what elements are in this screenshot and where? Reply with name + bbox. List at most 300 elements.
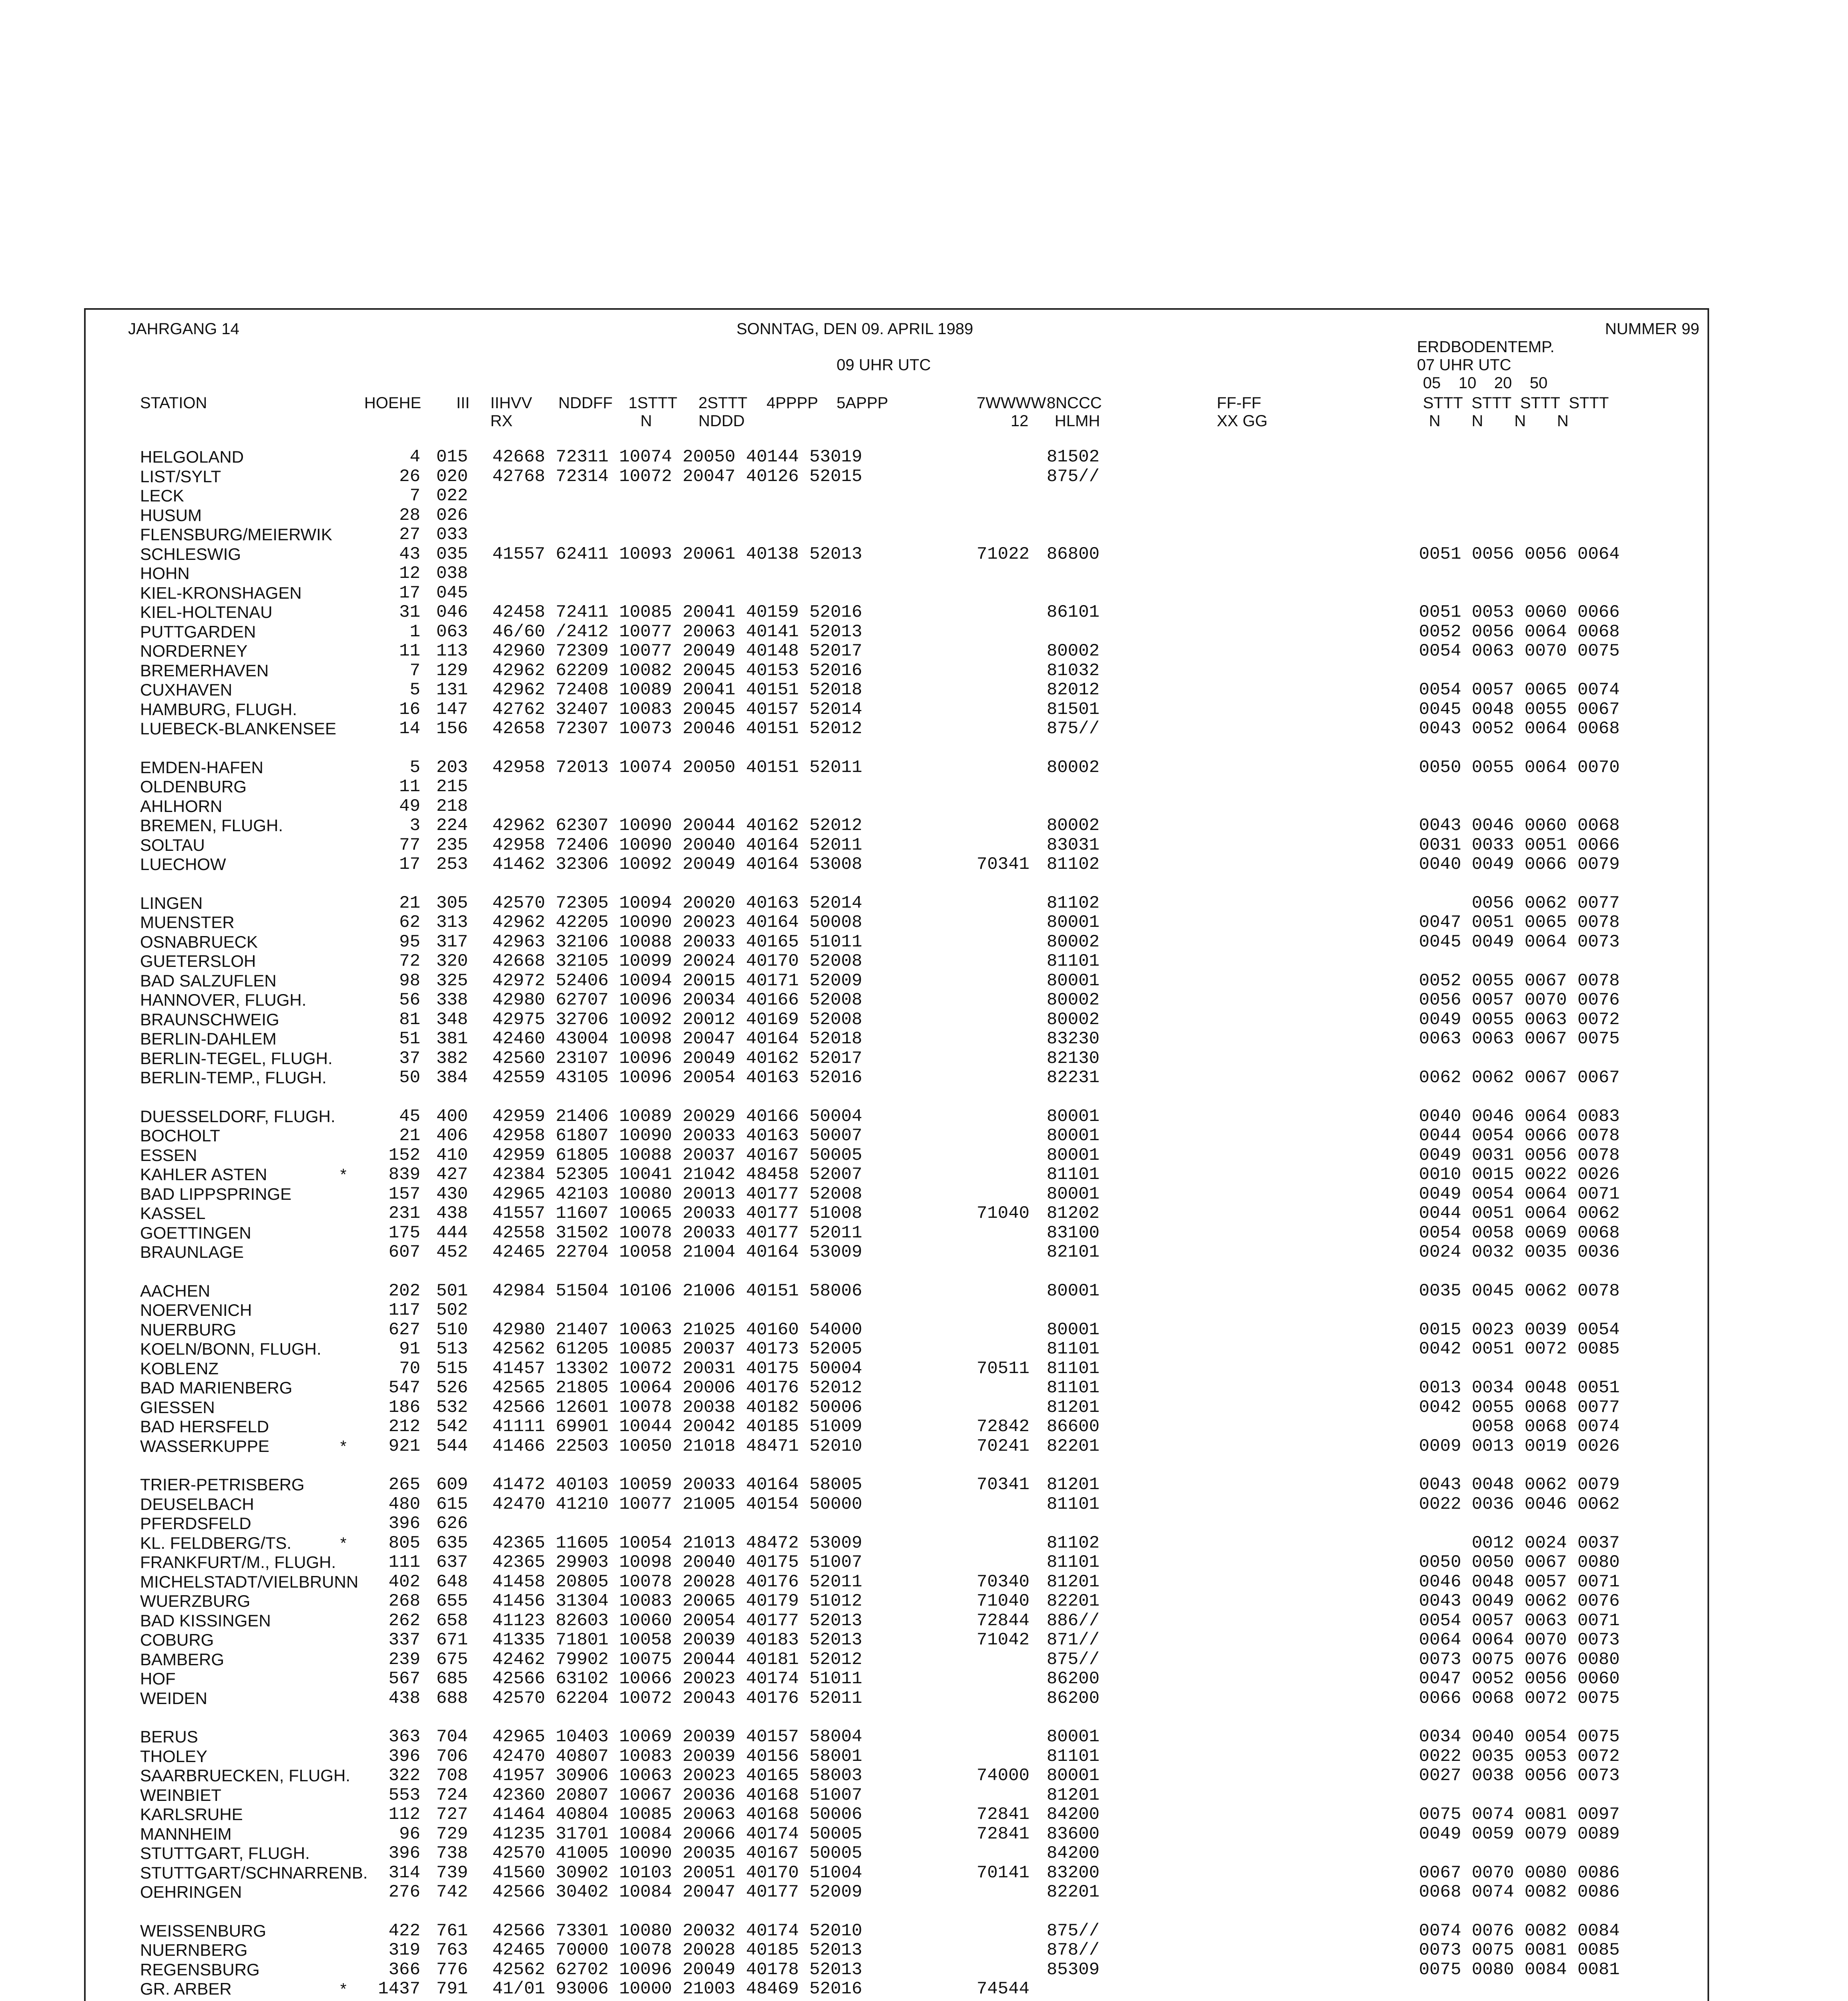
station-hoehe: 21	[399, 893, 420, 913]
station-hoehe: 322	[388, 1766, 420, 1786]
station-iii: 510	[436, 1320, 468, 1340]
group-8nccc: 80001	[1047, 1281, 1100, 1301]
station-iii: 501	[436, 1281, 468, 1301]
station-row	[0, 583, 1848, 603]
station-iii: 727	[436, 1805, 468, 1825]
col-8nccc: 8NCCC	[1047, 394, 1102, 412]
erdbodentemp-label: ERDBODENTEMP.	[1417, 338, 1555, 356]
group-8nccc: 82101	[1047, 1242, 1100, 1262]
group-8nccc: 81101	[1047, 1552, 1100, 1572]
station-hoehe: 49	[399, 796, 420, 816]
station-row	[0, 1281, 1848, 1301]
group-8nccc: 82231	[1047, 1068, 1100, 1088]
soil-temps: 0044 0054 0066 0078	[1419, 1126, 1620, 1146]
group-7wwww: 72844	[977, 1611, 1030, 1631]
station-row	[0, 1437, 1848, 1456]
soil-temps: 0051 0053 0060 0066	[1419, 602, 1620, 622]
station-iii: 033	[436, 525, 468, 545]
synop-groups: 42559 43105 10096 20054 40163 52016	[492, 1068, 863, 1088]
soil-temps: 0009 0013 0019 0026	[1419, 1436, 1620, 1456]
group-8nccc: 875//	[1047, 467, 1100, 487]
station-name: GR. ARBER	[140, 1979, 232, 1998]
station-name: LINGEN	[140, 894, 203, 912]
station-iii: 430	[436, 1184, 468, 1204]
soil-temps: 0064 0064 0070 0073	[1419, 1630, 1620, 1650]
report-number: NUMMER 99	[1605, 320, 1700, 338]
bergstation-marker: *	[340, 1534, 347, 1552]
soil-temps: 0042 0051 0072 0085	[1419, 1339, 1620, 1359]
station-iii: 776	[436, 1960, 468, 1980]
group-7wwww: 71040	[977, 1591, 1030, 1611]
synop-groups: 42962 62209 10082 20045 40153 52016	[492, 661, 863, 681]
synop-groups: 42462 79902 10075 20044 40181 52012	[492, 1650, 863, 1670]
col-n: N	[640, 412, 652, 430]
station-row	[0, 1049, 1848, 1068]
station-row	[0, 1243, 1848, 1262]
station-iii: 637	[436, 1552, 468, 1572]
station-name: KOBLENZ	[140, 1359, 219, 1378]
station-name: BOCHOLT	[140, 1126, 220, 1145]
station-row	[0, 486, 1848, 505]
station-row	[0, 913, 1848, 932]
group-8nccc: 84200	[1047, 1843, 1100, 1863]
station-row	[0, 797, 1848, 816]
station-iii: 215	[436, 777, 468, 797]
soil-temps: 0049 0055 0063 0072	[1419, 1010, 1620, 1030]
synop-groups: 42980 62707 10096 20034 40166 52008	[492, 990, 863, 1010]
soil-temps: 0046 0048 0057 0071	[1419, 1572, 1620, 1592]
group-8nccc: 81101	[1047, 1359, 1100, 1379]
station-hoehe: 51	[399, 1029, 420, 1049]
station-name: AACHEN	[140, 1281, 211, 1300]
soil-temps: 0045 0048 0055 0067	[1419, 700, 1620, 720]
station-name: NUERNBERG	[140, 1941, 248, 1959]
station-iii: 046	[436, 602, 468, 622]
station-iii: 648	[436, 1572, 468, 1592]
report-date: SONNTAG, DEN 09. APRIL 1989	[736, 320, 973, 338]
station-iii: 706	[436, 1746, 468, 1766]
station-iii: 020	[436, 467, 468, 487]
group-8nccc: 86200	[1047, 1669, 1100, 1689]
station-name: DEUSELBACH	[140, 1495, 254, 1514]
station-name: BERUS	[140, 1727, 198, 1746]
station-iii: 515	[436, 1359, 468, 1379]
station-iii: 410	[436, 1145, 468, 1165]
group-8nccc: 81101	[1047, 1494, 1100, 1514]
station-row	[0, 1611, 1848, 1630]
station-name: CUXHAVEN	[140, 680, 233, 699]
station-name: BREMEN, FLUGH.	[140, 816, 283, 835]
synop-groups: 42960 72309 10077 20049 40148 52017	[492, 641, 863, 661]
station-hoehe: 50	[399, 1068, 420, 1088]
station-name: BERLIN-DAHLEM	[140, 1029, 277, 1048]
soil-temps: 0044 0051 0064 0062	[1419, 1203, 1620, 1223]
station-name: BRAUNSCHWEIG	[140, 1010, 279, 1029]
station-hoehe: 319	[388, 1940, 420, 1960]
synop-groups: 42465 22704 10058 21004 40164 53009	[492, 1242, 863, 1262]
synop-groups: 42562 62702 10096 20049 40178 52013	[492, 1960, 863, 1980]
col-1sttt: 1STTT	[628, 394, 678, 412]
soil-temps: 0054 0057 0063 0071	[1419, 1611, 1620, 1631]
station-iii: 761	[436, 1921, 468, 1941]
station-iii: 688	[436, 1688, 468, 1708]
station-row	[0, 719, 1848, 738]
bergstation-marker: *	[340, 1980, 347, 1998]
soil-temps: 0045 0049 0064 0073	[1419, 932, 1620, 952]
station-name: MANNHEIM	[140, 1825, 232, 1843]
station-name: HUSUM	[140, 506, 202, 525]
synop-groups: 46/60 /2412 10077 20063 40141 52013	[492, 622, 863, 642]
station-hoehe: 5	[409, 758, 420, 778]
station-name: GOETTINGEN	[140, 1223, 251, 1242]
station-name: LUECHOW	[140, 855, 226, 874]
station-row	[0, 952, 1848, 971]
soil-temps: 0040 0049 0066 0079	[1419, 854, 1620, 874]
station-name: SOLTAU	[140, 836, 205, 854]
group-8nccc: 80002	[1047, 932, 1100, 952]
station-row	[0, 1475, 1848, 1494]
soil-temps: 0054 0063 0070 0075	[1419, 641, 1620, 661]
synop-groups: 42972 52406 10094 20015 40171 52009	[492, 971, 863, 991]
station-name: HAMBURG, FLUGH.	[140, 700, 297, 719]
station-row	[0, 1572, 1848, 1592]
group-7wwww: 70141	[977, 1863, 1030, 1883]
station-name: AHLHORN	[140, 797, 223, 816]
synop-groups: 42465 70000 10078 20028 40185 52013	[492, 1940, 863, 1960]
group-8nccc: 81201	[1047, 1785, 1100, 1805]
group-7wwww: 74544	[977, 1979, 1030, 1999]
col-4pppp: 4PPPP	[766, 394, 818, 412]
station-row	[0, 1398, 1848, 1417]
station-row	[0, 1029, 1848, 1049]
station-name: BAD KISSINGEN	[140, 1611, 271, 1630]
group-8nccc: 81032	[1047, 661, 1100, 681]
synop-groups: 42458 72411 10085 20041 40159 52016	[492, 602, 863, 622]
station-row	[0, 1534, 1848, 1553]
soil-temps: 0024 0032 0035 0036	[1419, 1242, 1620, 1262]
station-iii: 313	[436, 912, 468, 932]
station-row	[0, 816, 1848, 835]
station-row	[0, 525, 1848, 544]
synop-groups: 41458 20805 10078 20028 40176 52011	[492, 1572, 863, 1592]
synop-groups: 42962 72408 10089 20041 40151 52018	[492, 680, 863, 700]
group-8nccc: 81101	[1047, 951, 1100, 971]
station-row	[0, 642, 1848, 661]
station-row	[0, 1378, 1848, 1397]
synop-groups: 42963 32106 10088 20033 40165 51011	[492, 932, 863, 952]
group-7wwww: 70340	[977, 1572, 1030, 1592]
soil-temps: 0027 0038 0056 0073	[1419, 1766, 1620, 1786]
station-iii: 022	[436, 486, 468, 506]
group-8nccc: 80002	[1047, 758, 1100, 778]
col-hoehe: HOEHE	[364, 394, 421, 412]
station-iii: 235	[436, 835, 468, 855]
station-row	[0, 1592, 1848, 1611]
station-hoehe: 422	[388, 1921, 420, 1941]
station-iii: 400	[436, 1107, 468, 1127]
soil-temps: 0043 0046 0060 0068	[1419, 816, 1620, 836]
synop-groups: 42365 29903 10098 20040 40175 51007	[492, 1552, 863, 1572]
station-iii: 317	[436, 932, 468, 952]
soil-temps: 0050 0050 0067 0080	[1419, 1552, 1620, 1572]
group-8nccc: 83230	[1047, 1029, 1100, 1049]
synop-groups: 41557 62411 10093 20061 40138 52013	[492, 544, 863, 564]
soil-temps: 0043 0048 0062 0079	[1419, 1475, 1620, 1495]
group-7wwww: 72841	[977, 1824, 1030, 1844]
station-hoehe: 111	[388, 1552, 420, 1572]
station-hoehe: 805	[388, 1533, 420, 1553]
group-8nccc: 886//	[1047, 1611, 1100, 1631]
station-name: KAHLER ASTEN	[140, 1165, 267, 1184]
station-name: HOHN	[140, 564, 190, 583]
station-name: FRANKFURT/M., FLUGH.	[140, 1553, 336, 1572]
station-name: WEISSENBURG	[140, 1921, 267, 1940]
station-row	[0, 758, 1848, 777]
soil-temps: 0043 0052 0064 0068	[1419, 719, 1620, 739]
station-iii: 156	[436, 719, 468, 739]
group-7wwww: 71040	[977, 1203, 1030, 1223]
station-name: ESSEN	[140, 1146, 197, 1165]
synop-groups: 42570 72305 10094 20020 40163 52014	[492, 893, 863, 913]
col-nddff: NDDFF	[558, 394, 613, 412]
station-hoehe: 27	[399, 525, 420, 545]
synop-groups: 42962 62307 10090 20044 40162 52012	[492, 816, 863, 836]
soil-temps: 0047 0052 0056 0060	[1419, 1669, 1620, 1689]
station-hoehe: 3	[409, 816, 420, 836]
station-name: HANNOVER, FLUGH.	[140, 990, 307, 1009]
station-row	[0, 932, 1848, 952]
soil-temps: 0056 0062 0077	[1419, 893, 1620, 913]
bergstation-marker: *	[340, 1166, 347, 1183]
group-8nccc: 81202	[1047, 1203, 1100, 1223]
synop-groups: 42566 63102 10066 20023 40174 51011	[492, 1669, 863, 1689]
station-name: NORDERNEY	[140, 642, 248, 660]
station-iii: 253	[436, 854, 468, 874]
station-name: NUERBURG	[140, 1320, 237, 1339]
station-hoehe: 276	[388, 1882, 420, 1902]
soil-temps: 0040 0046 0064 0083	[1419, 1107, 1620, 1127]
station-hoehe: 402	[388, 1572, 420, 1592]
group-8nccc: 875//	[1047, 1650, 1100, 1670]
station-name: THOLEY	[140, 1747, 208, 1766]
station-name: FLENSBURG/MEIERWIK	[140, 525, 332, 544]
soil-temps: 0031 0033 0051 0066	[1419, 835, 1620, 855]
col-rx: RX	[490, 412, 513, 430]
station-iii: 615	[436, 1494, 468, 1514]
station-hoehe: 7	[409, 486, 420, 506]
station-hoehe: 268	[388, 1591, 420, 1611]
group-7wwww: 70511	[977, 1359, 1030, 1379]
group-8nccc: 84200	[1047, 1805, 1100, 1825]
station-iii: 542	[436, 1417, 468, 1437]
station-row	[0, 777, 1848, 796]
station-hoehe: 117	[388, 1300, 420, 1320]
station-row	[0, 1921, 1848, 1941]
synop-groups: 41123 82603 10060 20054 40177 52013	[492, 1611, 863, 1631]
group-8nccc: 82130	[1047, 1049, 1100, 1069]
group-8nccc: 80002	[1047, 1010, 1100, 1030]
group-8nccc: 86101	[1047, 602, 1100, 622]
synop-groups: 41456 31304 10083 20065 40179 51012	[492, 1591, 863, 1611]
station-name: OLDENBURG	[140, 777, 247, 796]
station-iii: 026	[436, 505, 468, 525]
synop-groups: 42768 72314 10072 20047 40126 52015	[492, 467, 863, 487]
station-name: KOELN/BONN, FLUGH.	[140, 1339, 321, 1358]
station-iii: 438	[436, 1203, 468, 1223]
station-name: GIESSEN	[140, 1398, 215, 1417]
station-row	[0, 894, 1848, 913]
station-row	[0, 1359, 1848, 1378]
station-iii: 063	[436, 622, 468, 642]
station-row	[0, 1941, 1848, 1960]
station-row	[0, 564, 1848, 583]
station-iii: 708	[436, 1766, 468, 1786]
station-iii: 305	[436, 893, 468, 913]
group-8nccc: 86600	[1047, 1417, 1100, 1437]
group-8nccc: 80001	[1047, 1145, 1100, 1165]
station-name: REGENSBURG	[140, 1960, 260, 1979]
station-name: MUENSTER	[140, 913, 235, 932]
station-row	[0, 1786, 1848, 1805]
group-8nccc: 82201	[1047, 1882, 1100, 1902]
soil-depths: 05 10 20 50	[1423, 374, 1548, 392]
group-8nccc: 80001	[1047, 1727, 1100, 1747]
soil-temps: 0047 0051 0065 0078	[1419, 912, 1620, 932]
station-hoehe: 239	[388, 1650, 420, 1670]
station-hoehe: 16	[399, 700, 420, 720]
station-hoehe: 262	[388, 1611, 420, 1631]
station-row	[0, 1417, 1848, 1436]
station-hoehe: 70	[399, 1359, 420, 1379]
station-iii: 655	[436, 1591, 468, 1611]
soil-temps: 0049 0054 0064 0071	[1419, 1184, 1620, 1204]
station-name: BERLIN-TEGEL, FLUGH.	[140, 1049, 333, 1068]
station-hoehe: 396	[388, 1746, 420, 1766]
station-hoehe: 175	[388, 1223, 420, 1243]
report-time: 09 UHR UTC	[837, 356, 931, 374]
station-iii: 406	[436, 1126, 468, 1146]
station-iii: 113	[436, 641, 468, 661]
synop-groups: 42965 42103 10080 20013 40177 52008	[492, 1184, 863, 1204]
synop-groups: 42384 52305 10041 21042 48458 52007	[492, 1165, 863, 1185]
station-iii: 382	[436, 1049, 468, 1069]
group-8nccc: 80001	[1047, 1107, 1100, 1127]
station-hoehe: 81	[399, 1010, 420, 1030]
group-8nccc: 80002	[1047, 990, 1100, 1010]
soil-temps: 0075 0080 0084 0081	[1419, 1960, 1620, 1980]
station-iii: 038	[436, 563, 468, 583]
station-row	[0, 1010, 1848, 1029]
station-hoehe: 26	[399, 467, 420, 487]
station-iii: 147	[436, 700, 468, 720]
station-iii: 203	[436, 758, 468, 778]
station-hoehe: 14	[399, 719, 420, 739]
soil-temps: 0052 0055 0067 0078	[1419, 971, 1620, 991]
station-name: BAMBERG	[140, 1650, 225, 1669]
soil-temps: 0068 0074 0082 0086	[1419, 1882, 1620, 1902]
station-name: DUESSELDORF, FLUGH.	[140, 1107, 335, 1126]
station-row	[0, 1766, 1848, 1785]
station-iii: 675	[436, 1650, 468, 1670]
synop-groups: 41335 71801 10058 20039 40183 52013	[492, 1630, 863, 1650]
col-soil-sttt: STTT STTT STTT STTT	[1423, 394, 1609, 412]
group-8nccc: 80001	[1047, 1766, 1100, 1786]
bergstation-marker: *	[340, 1438, 347, 1455]
group-7wwww: 70341	[977, 1475, 1030, 1495]
station-name: BRAUNLAGE	[140, 1243, 244, 1261]
col-nddd: NDDD	[698, 412, 745, 430]
station-iii: 742	[436, 1882, 468, 1902]
soil-temps: 0022 0035 0053 0072	[1419, 1746, 1620, 1766]
station-row	[0, 1727, 1848, 1746]
station-iii: 729	[436, 1824, 468, 1844]
station-iii: 513	[436, 1339, 468, 1359]
station-hoehe: 314	[388, 1863, 420, 1883]
station-iii: 763	[436, 1940, 468, 1960]
synop-groups: 42959 21406 10089 20029 40166 50004	[492, 1107, 863, 1127]
synop-groups: 42984 51504 10106 21006 40151 58006	[492, 1281, 863, 1301]
group-8nccc: 80001	[1047, 1320, 1100, 1340]
station-hoehe: 17	[399, 854, 420, 874]
station-row	[0, 680, 1848, 700]
station-row	[0, 855, 1848, 874]
station-row	[0, 661, 1848, 680]
station-row	[0, 971, 1848, 990]
soil-temps: 0063 0063 0067 0075	[1419, 1029, 1620, 1049]
group-8nccc: 83100	[1047, 1223, 1100, 1243]
synop-groups: 42959 61805 10088 20037 40167 50005	[492, 1145, 863, 1165]
group-8nccc: 86800	[1047, 544, 1100, 564]
group-8nccc: 81102	[1047, 1533, 1100, 1553]
col-station: STATION	[140, 394, 207, 412]
station-hoehe: 17	[399, 583, 420, 603]
station-row	[0, 1185, 1848, 1204]
station-hoehe: 265	[388, 1475, 420, 1495]
station-name: KASSEL	[140, 1204, 206, 1223]
synop-groups: 42566 12601 10078 20038 40182 50006	[492, 1397, 863, 1418]
group-8nccc: 82201	[1047, 1591, 1100, 1611]
synop-groups: 41111 69901 10044 20042 40185 51009	[492, 1417, 863, 1437]
col-7wwww: 7WWWW	[977, 394, 1046, 412]
col-hlmh: HLMH	[1055, 412, 1100, 430]
station-iii: 384	[436, 1068, 468, 1088]
station-hoehe: 37	[399, 1049, 420, 1069]
station-row	[0, 447, 1848, 467]
station-row	[0, 1165, 1848, 1184]
synop-groups: 41/01 93006 10000 21003 48469 52016	[492, 1979, 863, 1999]
station-iii: 609	[436, 1475, 468, 1495]
station-row	[0, 1495, 1848, 1514]
station-hoehe: 98	[399, 971, 420, 991]
group-7wwww: 70241	[977, 1436, 1030, 1456]
station-name: KIEL-HOLTENAU	[140, 603, 273, 622]
synop-groups: 42558 31502 10078 20033 40177 52011	[492, 1223, 863, 1243]
synop-groups: 42668 32105 10099 20024 40170 52008	[492, 951, 863, 971]
station-name: LECK	[140, 486, 184, 505]
station-name: MICHELSTADT/VIELBRUNN	[140, 1572, 359, 1591]
station-iii: 348	[436, 1010, 468, 1030]
station-hoehe: 112	[388, 1805, 420, 1825]
station-row	[0, 1747, 1848, 1766]
station-hoehe: 553	[388, 1785, 420, 1805]
station-hoehe: 11	[399, 777, 420, 797]
station-hoehe: 45	[399, 1107, 420, 1127]
soil-temps: 0010 0015 0022 0026	[1419, 1165, 1620, 1185]
station-row	[0, 1650, 1848, 1669]
station-hoehe: 95	[399, 932, 420, 952]
group-8nccc: 81102	[1047, 854, 1100, 874]
station-row	[0, 700, 1848, 719]
